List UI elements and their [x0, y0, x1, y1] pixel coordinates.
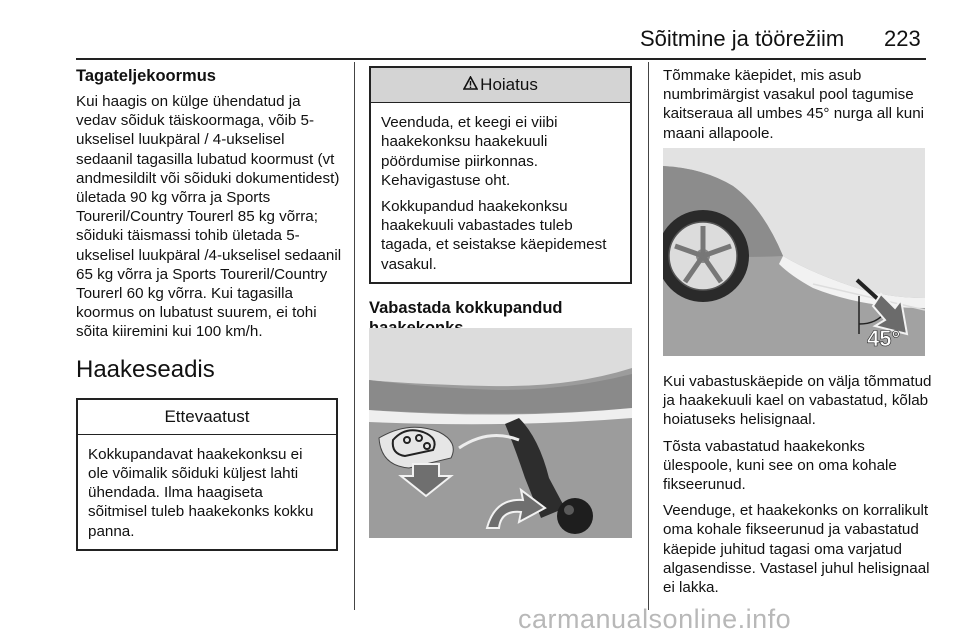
- section-heading-towing-device: Haakeseadis: [76, 355, 215, 383]
- warning-box-header: [371, 68, 630, 103]
- column-divider-right: [648, 62, 649, 610]
- warning-paragraph-1: Veenduda, et keegi ei viibi haakekonksu haakekuuli pöördumise piirkonnas. Kehavigastuse oht.: [381, 114, 558, 189]
- warning-paragraph-2: Kokkupandud haakekonksu haakekuuli vabastades tuleb tagada, et seistakse käepidemest vasakul.: [381, 198, 607, 273]
- right-column-bottom: [663, 372, 937, 597]
- caution-box: [76, 398, 338, 551]
- left-column: [76, 66, 346, 551]
- section-heading-rear-axle-load: Tagateljekoormus: [76, 67, 216, 85]
- right-column-top: [663, 66, 935, 143]
- warning-box-body: [371, 103, 630, 282]
- caution-box-text: Kokkupandavat haakekonksu ei ole võimalik sõiduki küljest lahti ühendada. Ilma haagiseta sõitmisel tuleb haakekonks kokku panna.: [88, 445, 314, 540]
- raise-hitch-paragraph: Tõsta vabastatud haakekonks ülespoole, kuni see on oma kohale fikseerunud.: [663, 437, 897, 494]
- tow-hitch-illustration: [369, 328, 632, 538]
- middle-column: [369, 66, 633, 338]
- warning-signal-paragraph: Kui vabastuskäepide on välja tõmmatud ja haakekuuli kael on vabastatud, kõlab hoiatuseks helisignaal.: [663, 373, 932, 429]
- warning-triangle-icon: [463, 75, 478, 94]
- column-divider-left: [354, 62, 355, 610]
- caution-box-body: [78, 435, 336, 549]
- caution-box-title: Ettevaatust: [78, 400, 336, 435]
- release-handle-illustration: [663, 148, 925, 356]
- rear-axle-load-paragraph: Kui haagis on külge ühendatud ja vedav sõiduk täiskoormaga, võib 5-ukselisel luukpäral / 4-ukselisel sedaanil tagasilla lubatud koormust (vt andmesildilt või sõiduki dokumentidest) ületada 90 kg võrra ja Sports Toureril/Country Tourerl 85 kg võrra; sõiduki täismassi tohib ületada 5-ukselisel luukpäral /4-ukselisel sedaanil 65 kg võrra ja Sports Toureril/Country Tourerl 60 kg võrra. Kui tagasilla koormus on lubatust suurem, ei tohi sõita kiiremini kui 100 km/h.: [76, 93, 342, 341]
- page-header-title: Sõitmine ja töörežiim: [640, 26, 845, 51]
- watermark: carmanualsonline.info: [518, 604, 792, 634]
- header-rule: [76, 58, 926, 60]
- warning-box: [369, 66, 632, 284]
- warning-box-title: Hoiatus: [480, 75, 538, 94]
- pull-handle-instruction: Tõmmake käepidet, mis asub numbrimärgist vasakul pool tagumise kaitseraua all umbes 45° nurga all kuni maani allapoole.: [663, 67, 925, 142]
- section-heading-release-hitch: Vabastada kokkupandud: [369, 298, 563, 317]
- verify-lock-paragraph: Veenduge, et haakekonks on korralikult oma kohale fikseerunud ja vabastatud käepide juhitud tagasi oma varjatud algasendisse. Vastasel juhul helisignaal ei lakka.: [663, 502, 930, 597]
- tow-ball: [557, 498, 593, 534]
- angle-label: 45°: [867, 326, 901, 351]
- page-number: 223: [884, 26, 921, 51]
